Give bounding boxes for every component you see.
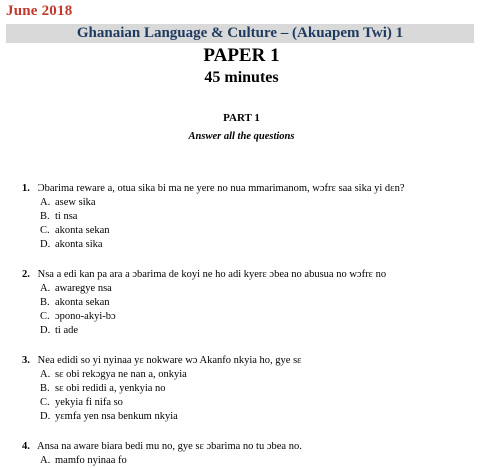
question-text: Ansa na aware biara bedi mu no, gye sɛ ɔbarima no tu ɔbea no. — [37, 441, 302, 452]
option-text: sɛ obi redidi a, yenkyia no — [55, 383, 166, 394]
option-letter: B. — [40, 297, 50, 308]
question-text: Ɔbarima reware a, otua sika bi ma ne yere no nua mmarimanom, wɔfrɛ saa sika yi dɛn? — [37, 183, 405, 194]
option-text: awaregye nsa — [55, 283, 112, 294]
option-c[interactable] — [22, 224, 477, 238]
option-a[interactable] — [22, 282, 477, 296]
option-text: asew sika — [55, 197, 96, 208]
option-letter: A. — [40, 455, 51, 466]
question-text: Nsa a edi kan pa ara a ɔbarima de koyi ne ho adi kyerɛ ɔbea no abusua no wɔfrɛ no — [37, 269, 387, 280]
question-1 — [22, 182, 477, 252]
instructions: Answer all the questions — [188, 131, 295, 142]
option-c[interactable] — [22, 396, 477, 410]
paper-duration: 45 minutes — [204, 69, 279, 86]
option-text: akonta sika — [55, 239, 103, 250]
option-letter: B. — [40, 383, 50, 394]
option-d[interactable] — [22, 238, 477, 252]
question-number: 2. — [22, 269, 30, 280]
option-a[interactable] — [22, 196, 477, 210]
option-letter: D. — [40, 325, 51, 336]
option-text: yekyia fi nifa so — [55, 397, 123, 408]
option-b[interactable] — [22, 296, 477, 310]
option-text: ti nsa — [55, 211, 78, 222]
option-text: ti ade — [55, 325, 79, 336]
option-letter: C. — [40, 397, 50, 408]
question-number: 3. — [22, 355, 30, 366]
subject-title: Ghanaian Language & Culture – (Akuapem Twi) 1 — [76, 25, 404, 41]
option-letter: D. — [40, 411, 51, 422]
option-text: akonta sekan — [55, 297, 110, 308]
option-d[interactable] — [22, 324, 477, 338]
option-text: yɛmfa yen nsa benkum nkyia — [55, 411, 178, 422]
option-text: akonta sekan — [55, 225, 110, 236]
question-2 — [22, 268, 477, 338]
question-text: Nea edidi so yi nyinaa yɛ nokware wɔ Akanfo nkyia ho, gye sɛ — [37, 355, 302, 366]
exam-date: June 2018 — [6, 3, 73, 19]
option-letter: A. — [40, 197, 51, 208]
option-letter: A. — [40, 283, 51, 294]
option-a[interactable] — [22, 454, 477, 468]
option-b[interactable] — [22, 382, 477, 396]
question-number: 4. — [22, 441, 30, 452]
option-b[interactable] — [22, 210, 477, 224]
question-3 — [22, 354, 477, 424]
option-text: sɛ obi rekɔgya ne nan a, onkyia — [55, 369, 187, 380]
option-text: mamfo nyinaa fo — [55, 455, 127, 466]
option-d[interactable] — [22, 410, 477, 424]
paper-title: PAPER 1 — [203, 45, 280, 66]
option-letter: C. — [40, 225, 50, 236]
option-text: ɔpono-akyi-bɔ — [55, 311, 116, 322]
option-letter: C. — [40, 311, 50, 322]
part-heading: PART 1 — [223, 112, 260, 124]
option-letter: D. — [40, 239, 51, 250]
option-c[interactable] — [22, 310, 477, 324]
option-letter: B. — [40, 211, 50, 222]
option-letter: A. — [40, 369, 51, 380]
option-a[interactable] — [22, 368, 477, 382]
question-number: 1. — [22, 183, 30, 194]
